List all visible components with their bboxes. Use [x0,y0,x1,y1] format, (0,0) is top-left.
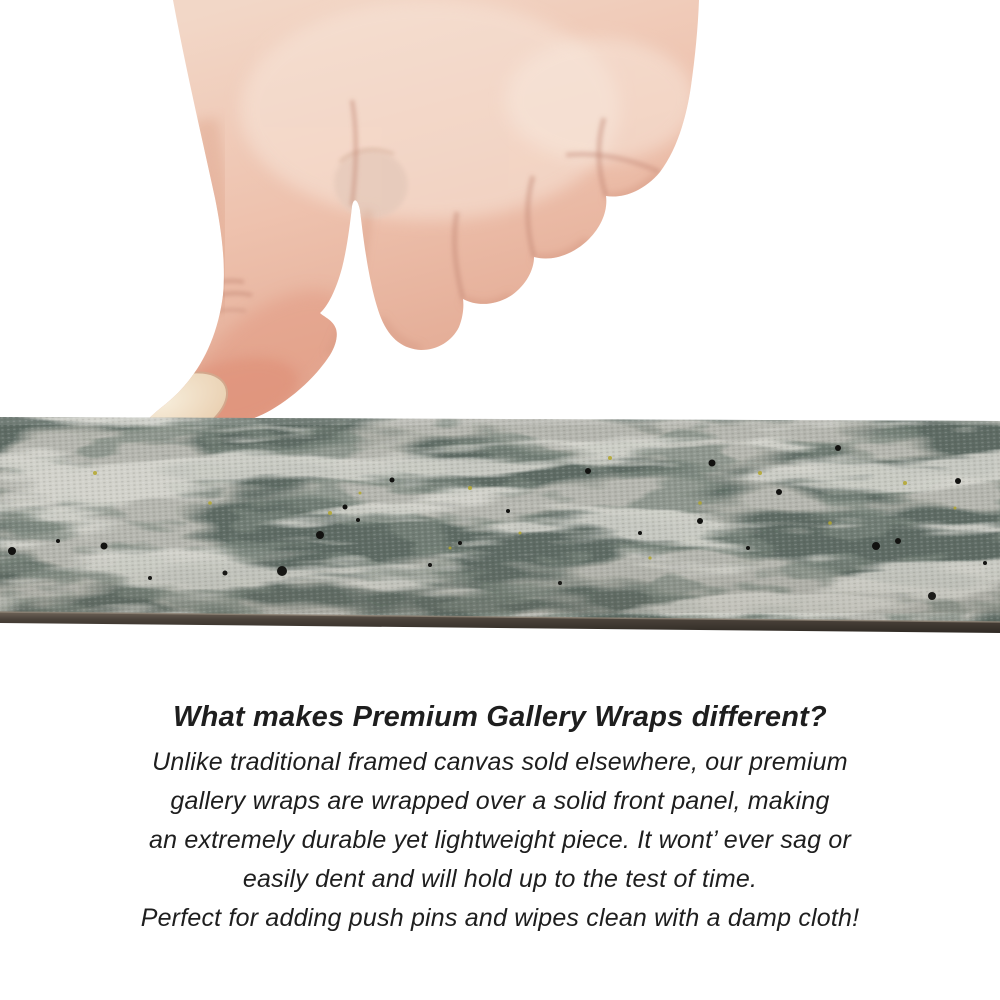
info-line-2: gallery wraps are wrapped over a solid front panel, making [170,787,830,815]
info-title: What makes Premium Gallery Wraps different? [173,701,827,733]
info-line-3: an extremely durable yet lightweight piece. It wont’ ever sag or [148,826,852,854]
info-block [0,701,1000,938]
palm-edge-shading [205,120,217,310]
hand-illustration [0,0,1000,436]
canvas-face [0,413,1000,635]
canvas-top-highlight [0,417,1000,425]
info-line-4: easily dent and will hold up to the test of time. [242,865,758,893]
canvas-lower-shading [0,553,1000,613]
canvas-edge-strip [0,413,1000,635]
info-line-1: Unlike traditional framed canvas sold elsewhere, our premium [152,748,848,776]
info-line-5: Perfect for adding push pins and wipes clean with a damp cloth! [140,904,860,932]
